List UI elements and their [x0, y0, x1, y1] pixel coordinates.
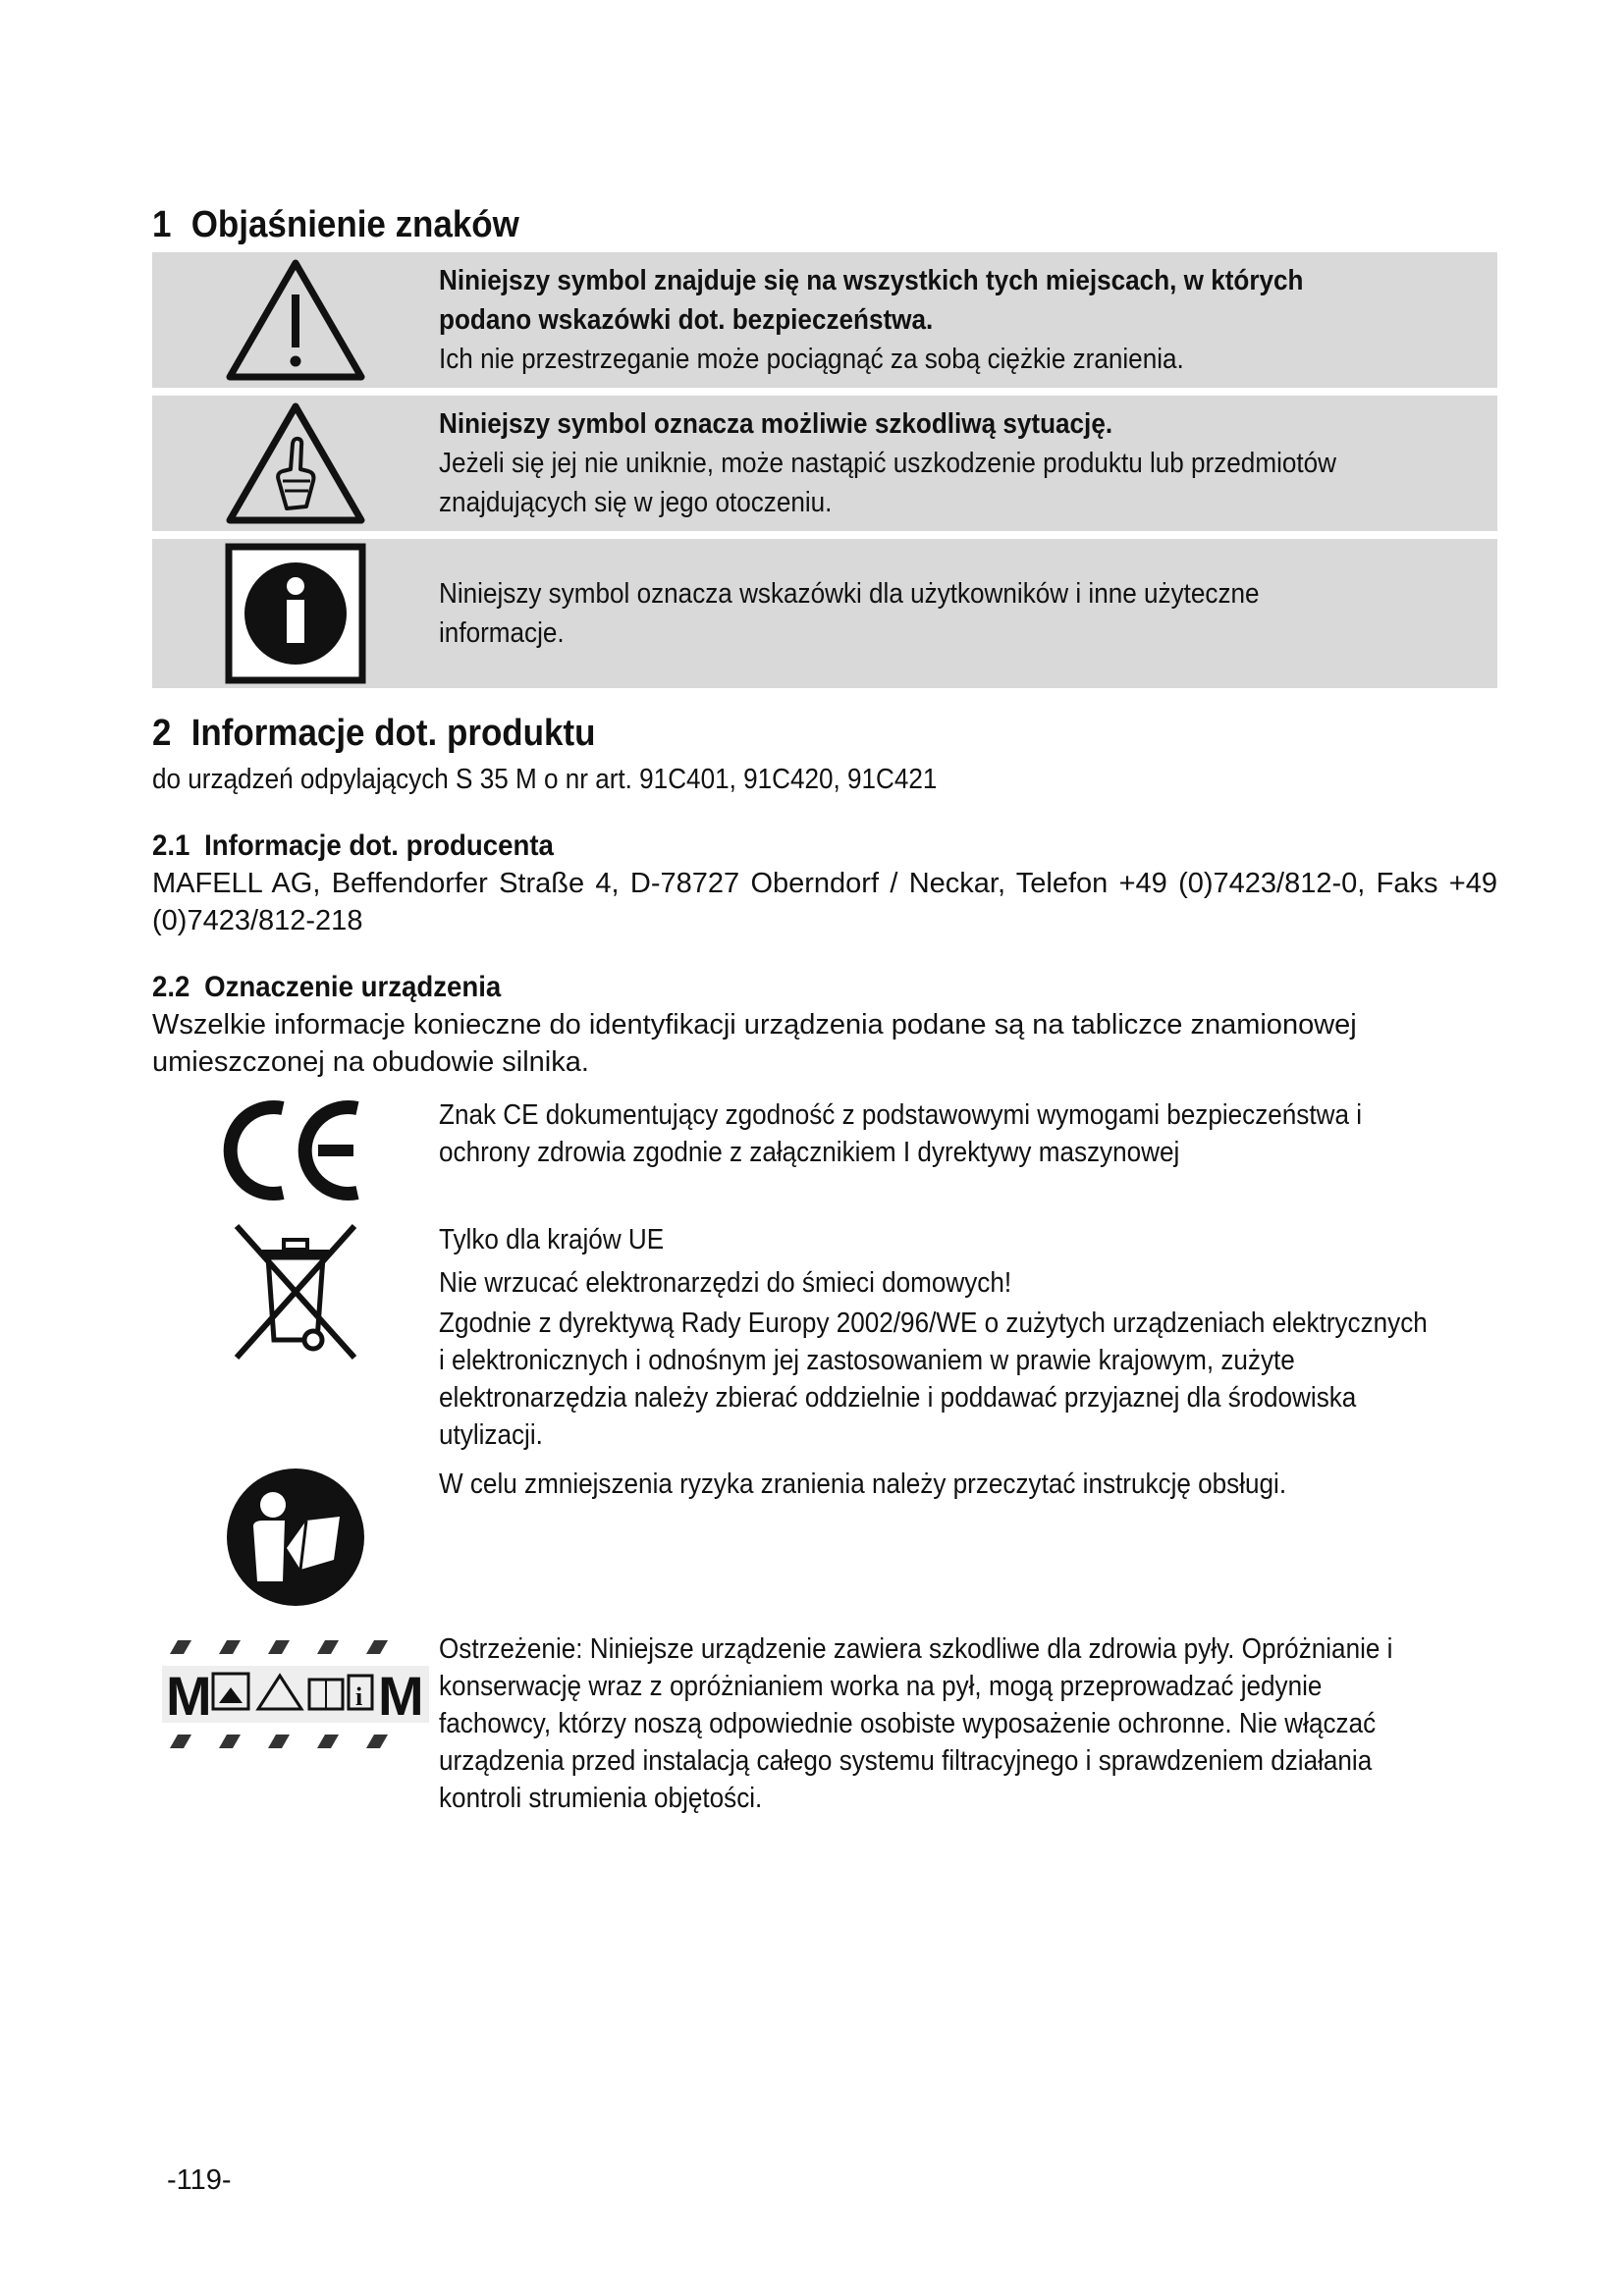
subsection-2-2-number: 2.2: [152, 971, 190, 1003]
svg-text:i: i: [355, 1682, 363, 1711]
ce-mark-icon: [152, 1096, 439, 1214]
subsection-2-1-heading: [152, 828, 1389, 865]
symbol-row-caution: [152, 396, 1497, 531]
warning-exclamation-icon: [152, 252, 439, 388]
info-icon: [152, 539, 439, 688]
page-number: -119-: [167, 2164, 232, 2196]
section-2-title: Informacje dot. produktu: [190, 713, 596, 754]
ce-row: [152, 1096, 1497, 1214]
symbol-row-warning: [152, 252, 1497, 388]
warning-hand-icon: [152, 396, 439, 531]
page-content: [152, 201, 1497, 1817]
manufacturer-info: MAFELL AG, Beffendorfer Straße 4, D-78727 Oberndorf / Neckar, Telefon +49 (0)7423/812-0, Faks +49 (0)7423/812-218: [152, 868, 1497, 936]
dust-class-m-right: M: [378, 1665, 424, 1727]
dust-warning-text: Ostrzeżenie: Niniejsze urządzenie zawiera szkodliwe dla zdrowia pyły. Opróżnianie i konserwację wraz z opróżnianiem worka na pył, mogą przeprowadzać jedynie fachowcy, którzy noszą odpowiednie osobiste wyposażenie ochronne. Nie włączać urządzenia przed instalacją całego systemu filtracyjnego i sprawdzeniem działania kontroli strumienia objętości.: [439, 1633, 1393, 1814]
symbol-2-text: Jeżeli się jej nie uniknie, może nastąpić uszkodzenie produktu lub przedmiotów znajdujących się w jego otoczeniu.: [439, 448, 1337, 518]
symbol-1-text: Ich nie przestrzeganie może pociągnąć za sobą ciężkie zranienia.: [439, 344, 1184, 375]
weee-text-2: Nie wrzucać elektronarzędzi do śmieci domowych!: [439, 1267, 1012, 1299]
crossed-bin-icon: [152, 1218, 439, 1454]
subsection-2-2-heading: [152, 969, 1389, 1006]
symbol-3-text: Niniejszy symbol oznacza wskazówki dla użytkowników i inne użyteczne informacje.: [439, 578, 1260, 649]
symbol-2-bold: Niniejszy symbol oznacza możliwie szkodliwą sytuację.: [439, 408, 1113, 440]
manual-text: W celu zmniejszenia ryzyka zranienia należy przeczytać instrukcję obsługi.: [439, 1468, 1287, 1500]
section-1-number: 1: [152, 204, 172, 245]
weee-text-3: Zgodnie z dyrektywą Rady Europy 2002/96/WE o zużytych urządzeniach elektrycznych i elektronicznych i odnośnym jej zastosowaniem w prawie krajowym, zużyte elektronarzędzia należy zbierać oddzielnie i poddawać przyjaznej dla środowiska utylizacji.: [439, 1308, 1428, 1451]
dust-class-m-left: M: [166, 1665, 212, 1727]
dust-class-row: [152, 1630, 1497, 1817]
subsection-2-1-number: 2.1: [152, 829, 190, 862]
section-2-number: 2: [152, 713, 172, 754]
section-1-title: Objaśnienie znaków: [190, 204, 519, 245]
manual-row: [152, 1466, 1497, 1613]
subsection-2-1-title: Informacje dot. producenta: [204, 829, 554, 862]
section-1-heading: [152, 201, 1389, 248]
dust-class-m-icon: [152, 1630, 439, 1817]
product-intro: do urządzeń odpylających S 35 M o nr art. 91C401, 91C420, 91C421: [152, 764, 938, 795]
section-2-heading: [152, 710, 1389, 757]
device-identification-text: Wszelkie informacje konieczne do identyfikacji urządzenia podane są na tabliczce znamionowej umieszczonej na obudowie silnika.: [152, 1009, 1357, 1078]
subsection-2-2-title: Oznaczenie urządzenia: [204, 971, 502, 1003]
ce-text: Znak CE dokumentujący zgodność z podstawowymi wymogami bezpieczeństwa i ochrony zdrowia zgodnie z załącznikiem I dyrektywy maszynowej: [439, 1099, 1363, 1168]
symbol-1-bold: Niniejszy symbol znajduje się na wszystkich tych miejscach, w których podano wskazówki dot. bezpieczeństwa.: [439, 265, 1304, 336]
weee-text-1: Tylko dla krajów UE: [439, 1224, 665, 1255]
read-manual-icon: [152, 1466, 439, 1613]
symbol-row-info: [152, 539, 1497, 688]
weee-row: [152, 1218, 1497, 1454]
